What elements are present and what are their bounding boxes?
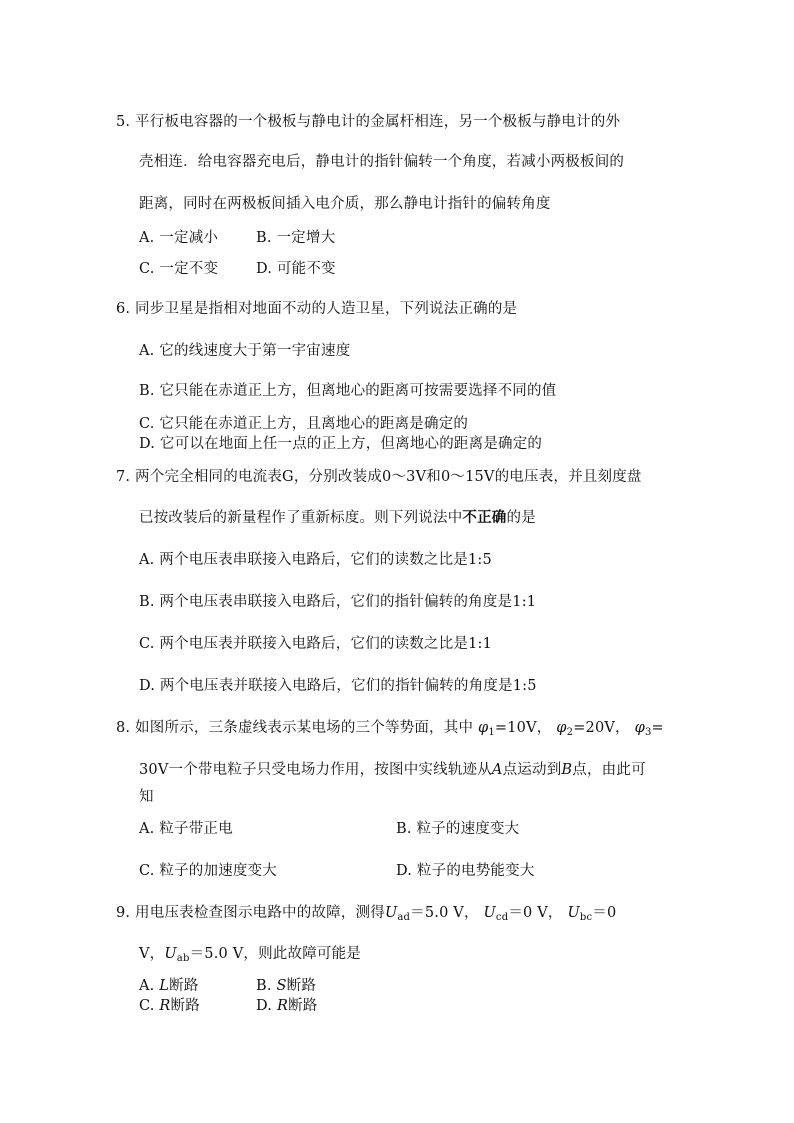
q6-option-b: B. 它只能在赤道正上方，但离地心的距离可按需要选择不同的值 — [139, 383, 557, 399]
q5-option-c: C. 一定不变 — [139, 261, 219, 277]
q7-line-2: 已按改装后的新量程作了重新标度。则下列说法中不正确的是 — [139, 509, 536, 526]
q9-option-d: D. R断路 — [256, 998, 318, 1014]
q5-option-b: B. 一定增大 — [256, 230, 336, 246]
q8-option-b: B. 粒子的速度变大 — [396, 821, 520, 837]
q5-option-d: D. 可能不变 — [256, 261, 336, 277]
q7-line-1: 7. 两个完全相同的电流表G，分别改装成0～3V和0～15V的电压表，并且刻度盘 — [116, 469, 642, 485]
q8-line-1: 8. 如图所示，三条虚线表示某电场的三个等势面，其中 $\varphi_1=10V$， $\varphi_2=20V$， $\varphi_3=$ — [116, 720, 664, 738]
q5-line-1: 5. 平行板电容器的一个极板与静电计的金属杆相连，另一个极板与静电计的外 — [116, 114, 621, 130]
q9-option-b: B. S断路 — [256, 978, 317, 994]
q9-option-a: A. L断路 — [139, 978, 199, 994]
q5-line-3: 距离，同时在两极板间插入电介质，那么静电计指针的偏转角度 — [139, 196, 551, 212]
q8-line-2: 30V一个带电粒子只受电场力作用，按图中实线轨迹从A点运动到B点，由此可 — [139, 762, 646, 778]
q6-option-a: A. 它的线速度大于第一宇宙速度 — [139, 343, 351, 359]
q9-line-2: V，$U_{ab}=5.0$ V，则此故障可能是 — [139, 946, 362, 964]
q8-option-a: A. 粒子带正电 — [139, 821, 233, 837]
q6-line-1: 6. 同步卫星是指相对地面不动的人造卫星，下列说法正确的是 — [116, 301, 518, 317]
q7-option-b: B. 两个电压表串联接入电路后，它们的指针偏转的角度是1:1 — [139, 594, 537, 610]
q7-option-a: A. 两个电压表串联接入电路后，它们的读数之比是1:5 — [139, 552, 492, 568]
q7-option-d: D. 两个电压表并联接入电路后，它们的指针偏转的角度是1:5 — [139, 678, 537, 694]
q8-option-c: C. 粒子的加速度变大 — [139, 863, 277, 879]
q9-line-1: 9. 用电压表检查图示电路中的故障，测得$U_{ad}=5.0$ V， $U_{cd}=0$ V， $U_{bc}=0$ — [116, 905, 617, 923]
q5-option-a: A. 一定减小 — [139, 230, 219, 246]
q7-emphasis: 不正确 — [462, 509, 507, 526]
q9-option-c: C. R断路 — [139, 998, 200, 1014]
q7-option-c: C. 两个电压表并联接入电路后，它们的读数之比是1:1 — [139, 636, 493, 652]
q5-line-2: 壳相连．给电容器充电后，静电计的指针偏转一个角度，若减小两极板间的 — [139, 154, 625, 170]
q8-option-d: D. 粒子的电势能变大 — [396, 863, 535, 879]
q6-option-c: C. 它只能在赤道正上方，且离地心的距离是确定的 — [139, 416, 469, 432]
q8-line-3: 知 — [139, 789, 154, 805]
q6-option-d: D. 它可以在地面上任一点的正上方，但离地心的距离是确定的 — [139, 436, 543, 452]
